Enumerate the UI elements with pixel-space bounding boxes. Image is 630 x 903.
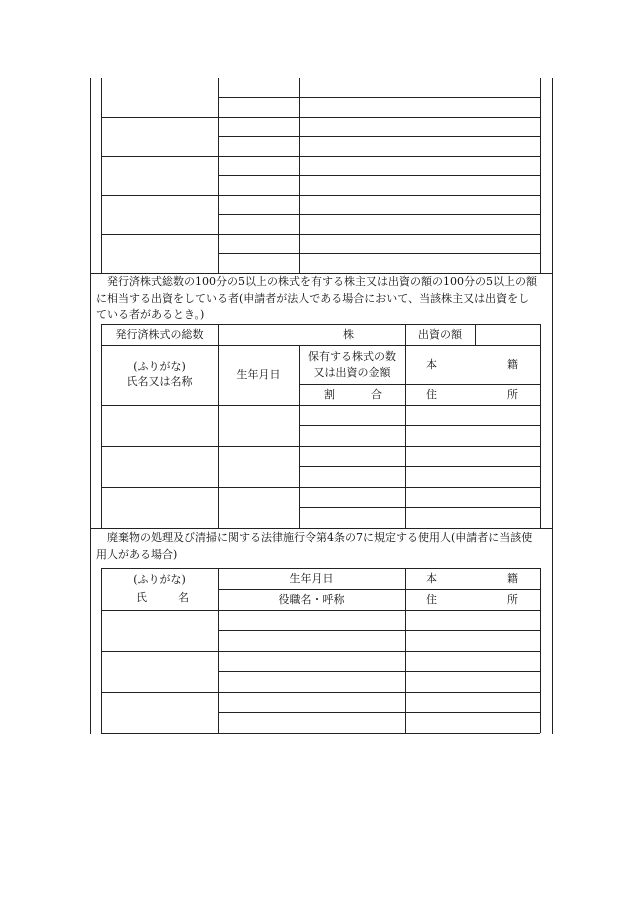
address-label-a: 住 bbox=[426, 388, 437, 401]
domicile-label-a: 本 bbox=[426, 358, 437, 371]
section3-heading: 廃棄物の処理及び清掃に関する法律施行令第4条の7に規定する使用人(申請者に当該使用人がある場合) bbox=[96, 531, 533, 561]
employee-domicile-a: 本 bbox=[426, 572, 437, 585]
employee-name-label-a: 氏 bbox=[136, 591, 147, 604]
holding-label-line2: 又は出資の金額 bbox=[313, 366, 391, 379]
capital-amount-label: 出資の額 bbox=[418, 328, 462, 341]
domicile-label-b: 籍 bbox=[507, 358, 518, 371]
holding-label-line1: 保有する株式の数 bbox=[308, 350, 396, 363]
employee-address-b: 所 bbox=[507, 593, 518, 606]
address-label-b: 所 bbox=[507, 388, 518, 401]
outer-left-border bbox=[90, 78, 91, 734]
ratio-label-a: 割 bbox=[324, 388, 335, 401]
employee-dob-label: 生年月日 bbox=[289, 572, 334, 585]
outer-right-border bbox=[552, 78, 553, 734]
employee-domicile-b: 籍 bbox=[507, 572, 518, 585]
employee-name-label-b: 名 bbox=[178, 591, 189, 604]
employee-address-a: 住 bbox=[426, 593, 437, 606]
name-col-furigana: (ふりがな) bbox=[133, 360, 186, 373]
employee-title-label: 役職名・呼称 bbox=[278, 593, 345, 606]
ratio-label-b: 合 bbox=[371, 388, 382, 401]
shares-unit: 株 bbox=[343, 328, 354, 341]
dob-label: 生年月日 bbox=[236, 368, 281, 381]
name-col-name: 氏名又は名称 bbox=[126, 375, 193, 388]
total-shares-label: 発行済株式の総数 bbox=[115, 328, 204, 341]
section2-heading: 発行済株式総数の100分の5以上の株式を有する株主又は出資の額の100分の5以上の額に相当する出資をしている者(申請者が法人である場合において、当該株主又は出資をしている者があるとき。) bbox=[96, 275, 537, 321]
employee-name-furigana: (ふりがな) bbox=[133, 573, 186, 586]
